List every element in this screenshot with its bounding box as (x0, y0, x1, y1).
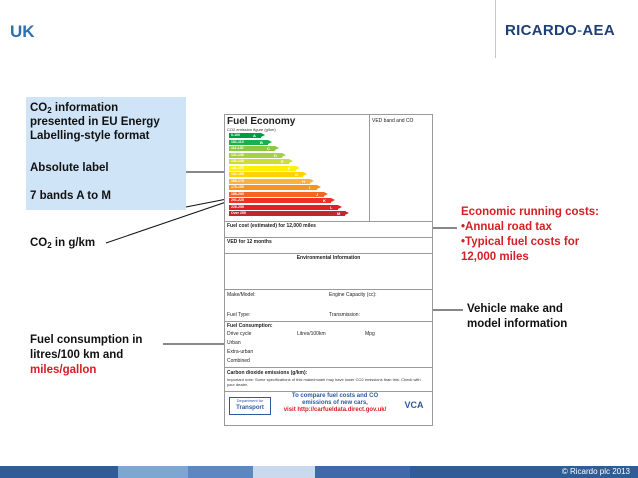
label-vcd-band: VED band and CO (372, 118, 414, 124)
co2-band-range: Over 255 (231, 211, 246, 215)
co2-band-range: 111-120 (231, 146, 244, 150)
label-co2-emissions: Carbon dioxide emissions (g/km): (227, 370, 308, 376)
co2-band-m (229, 211, 345, 216)
dft-line-2: Transport (236, 405, 264, 411)
co2-band-range: 166-175 (231, 178, 244, 183)
copyright: © Ricardo plc 2013 (561, 467, 630, 476)
label-combined: Combined (227, 358, 250, 364)
co2-band-range: 201-225 (231, 198, 244, 202)
label-extra-urban: Extra-urban (227, 349, 254, 355)
co2-band-g (229, 172, 303, 177)
fuel-economy-label (224, 114, 433, 426)
co2-band-letter: H (302, 178, 305, 184)
compare-line-2: emissions of new cars, (302, 400, 368, 406)
vehicle-info-1: Vehicle make and (467, 303, 563, 315)
label-drive-cycle: Drive cycle (227, 331, 252, 337)
co2-gkm-label: $CO_2$ in g/km (30, 237, 96, 250)
co2-band-range: 186-200 (231, 191, 244, 196)
co2-band-range: 151-165 (231, 172, 244, 176)
co2-band-letter: K (323, 198, 326, 203)
compare-line-1: To compare fuel costs and CO (291, 393, 379, 399)
co2-band-letter: M (337, 211, 341, 216)
co2-band-h (229, 179, 310, 184)
co2-band-i (229, 185, 317, 190)
info-co2-line: $CO_2$ information (30, 102, 119, 115)
label-row-consumption (225, 321, 432, 364)
info-line-3: Labelling-style format (30, 130, 150, 142)
label-title: Fuel Economy (227, 116, 296, 127)
logo-dash: - (577, 22, 583, 39)
footer-strip-seg-3 (253, 466, 315, 478)
label-litres: Litres/100km (297, 331, 326, 337)
footer-strip-seg-4 (315, 466, 410, 478)
label-important-note: Important note: Some specifications of this make/model may have lower CO2 emissions than this. Check with your dealer. (227, 377, 421, 387)
label-row-make (225, 289, 432, 318)
info-line-2: presented in EU Energy (30, 116, 160, 128)
co2-band-letter: B (260, 139, 263, 145)
page-title: UK (10, 22, 35, 41)
co2-band-letter: E (281, 159, 284, 164)
label-urban: Urban (227, 340, 241, 346)
dft-logo (229, 397, 271, 415)
label-fuel-type: Fuel Type: (227, 312, 251, 318)
co2-band-k (229, 198, 331, 203)
label-row-footer (225, 391, 432, 418)
label-divider-v (369, 115, 370, 221)
vca-logo: VCA (404, 400, 424, 410)
fuel-consumption-label-2: litres/100 km and (30, 349, 124, 361)
running-costs-fuel-2: 12,000 miles (461, 251, 529, 263)
logo-text-ricardo: RICARDO (505, 22, 578, 39)
label-row-ved (225, 237, 432, 245)
label-row-fuelcost (225, 221, 432, 229)
co2-band-range: 226-255 (231, 204, 244, 209)
co2-band-range: 131-140 (231, 159, 244, 163)
co2-band-letter: J (316, 191, 319, 197)
running-costs-fuel-1: •Typical fuel costs for (461, 236, 580, 248)
co2-band-letter: L (330, 204, 333, 210)
co2-band-letter: G (295, 172, 299, 177)
info-absolute-label: Absolute label (30, 162, 109, 174)
co2-band-range: 121-130 (231, 152, 244, 157)
footer-strip-seg-2 (188, 466, 253, 478)
label-ved: VED for 12 months (227, 239, 272, 245)
co2-band-j (229, 192, 324, 197)
label-co2-emission: CO2 emission figure (g/km) (227, 127, 276, 132)
arrow-co2 (106, 200, 232, 243)
label-engine-capacity: Engine Capacity (cc): (329, 292, 377, 298)
running-costs-title: Economic running costs: (461, 206, 600, 218)
fuel-consumption-label-1: Fuel consumption in (30, 334, 143, 346)
label-mpg: Mpg (365, 331, 375, 337)
co2-band-e (229, 159, 289, 164)
co2-band-letter: D (274, 152, 277, 158)
compare-line-3: visit http://carfueldata.direct.gov.uk/ (283, 407, 387, 413)
fuel-consumption-label-3: miles/gallon (30, 364, 97, 376)
vehicle-info-2: model information (467, 318, 568, 330)
co2-band-range: 141-150 (231, 165, 244, 170)
co2-band-d (229, 153, 282, 158)
label-fuel-cost: Fuel cost (estimated) for 12,000 miles (227, 223, 316, 229)
co2-band-l (229, 205, 338, 210)
co2-band-letter: I (309, 185, 311, 190)
co2-band-f (229, 166, 296, 171)
label-row-co2 (225, 367, 432, 387)
label-make-model: Make/Model: (227, 292, 256, 298)
footer-strip-seg-1 (118, 466, 188, 478)
footer-strip (0, 466, 638, 478)
info-bands: 7 bands A to M (30, 190, 111, 202)
dft-line-1: Department for (236, 398, 264, 403)
co2-band-letter: A (253, 133, 256, 138)
running-costs-tax: •Annual road tax (461, 221, 552, 233)
co2-band-c (229, 146, 275, 151)
label-row-env (225, 253, 432, 261)
label-transmission: Transmission: (329, 312, 360, 318)
co2-band-letter: F (288, 165, 291, 171)
co2-band-range: 0-100 (231, 133, 240, 137)
logo-text-aea: AEA (582, 22, 615, 39)
co2-band-range: 176-185 (231, 185, 244, 189)
co2-band-letter: C (267, 146, 270, 151)
compare-text (275, 393, 395, 414)
co2-band-range: 101-110 (231, 139, 244, 144)
co2-band-a (229, 133, 261, 138)
label-env-info: Environmental Information (296, 255, 361, 261)
label-fuel-consumption: Fuel Consumption: (227, 323, 273, 329)
co2-band-b (229, 140, 268, 145)
